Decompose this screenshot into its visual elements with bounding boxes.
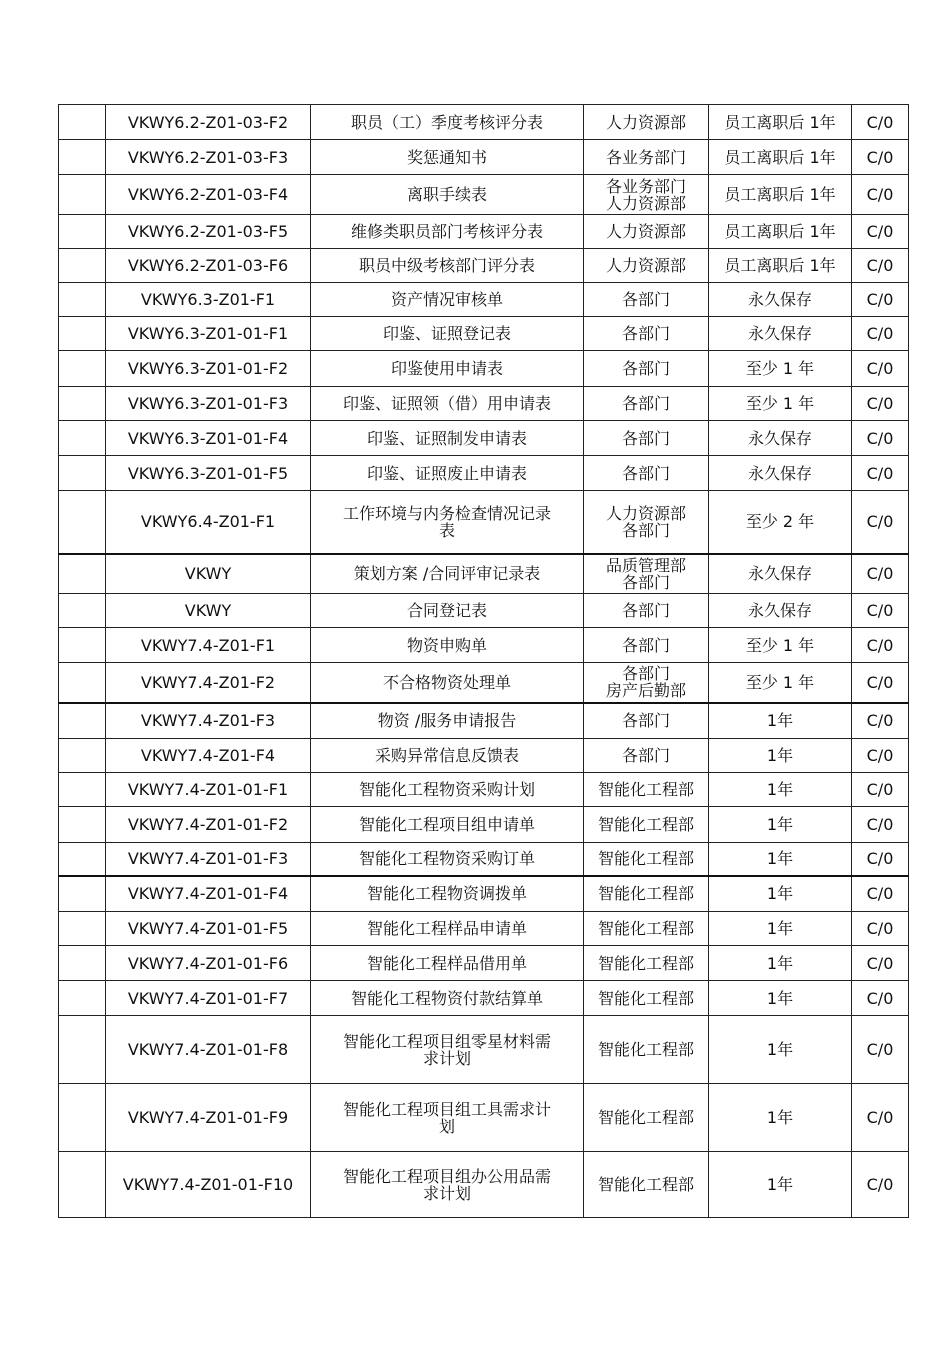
storage-mode-cell: C/0: [852, 351, 909, 387]
blank-cell: [59, 1152, 106, 1218]
storage-mode-cell: C/0: [852, 739, 909, 773]
department-cell: 各业务部门 人力资源部: [584, 175, 709, 215]
table-row: [59, 456, 909, 491]
department-cell: 各业务部门: [584, 140, 709, 175]
storage-mode-cell: C/0: [852, 249, 909, 283]
table-row: [59, 663, 909, 703]
blank-cell: [59, 215, 106, 249]
blank-cell: [59, 1016, 106, 1084]
storage-mode-cell: C/0: [852, 456, 909, 491]
department-cell: 人力资源部 各部门: [584, 491, 709, 554]
department-cell: 品质管理部 各部门: [584, 554, 709, 594]
form-name-cell: 印鉴、证照制发申请表: [311, 421, 584, 456]
form-name-cell: 智能化工程物资付款结算单: [311, 981, 584, 1016]
department-cell: 智能化工程部: [584, 981, 709, 1016]
form-name-cell: 策划方案 /合同评审记录表: [311, 554, 584, 594]
table-row: [59, 843, 909, 876]
department-cell: 智能化工程部: [584, 912, 709, 946]
blank-cell: [59, 946, 106, 981]
blank-cell: [59, 456, 106, 491]
blank-cell: [59, 1084, 106, 1152]
form-code-cell: VKWY6.3-Z01-01-F4: [106, 421, 311, 456]
form-code-cell: VKWY6.2-Z01-03-F4: [106, 175, 311, 215]
form-code-cell: VKWY6.2-Z01-03-F5: [106, 215, 311, 249]
department-cell: 智能化工程部: [584, 1016, 709, 1084]
retention-period-cell: 员工离职后 1年: [709, 215, 852, 249]
form-name-cell: 印鉴使用申请表: [311, 351, 584, 387]
retention-period-cell: 永久保存: [709, 456, 852, 491]
blank-cell: [59, 105, 106, 140]
blank-cell: [59, 773, 106, 807]
form-name-cell: 智能化工程样品借用单: [311, 946, 584, 981]
retention-period-cell: 至少 1 年: [709, 628, 852, 663]
department-cell: 智能化工程部: [584, 946, 709, 981]
table-row: [59, 946, 909, 981]
table-row: [59, 554, 909, 594]
form-code-cell: VKWY7.4-Z01-F1: [106, 628, 311, 663]
form-name-cell: 合同登记表: [311, 594, 584, 628]
storage-mode-cell: C/0: [852, 663, 909, 703]
records-table-body: [59, 105, 909, 1218]
form-code-cell: VKWY7.4-Z01-01-F4: [106, 876, 311, 912]
form-code-cell: VKWY7.4-Z01-F3: [106, 703, 311, 739]
retention-period-cell: 1年: [709, 807, 852, 843]
form-code-cell: VKWY: [106, 594, 311, 628]
form-name-cell: 智能化工程物资采购计划: [311, 773, 584, 807]
table-row: [59, 807, 909, 843]
form-code-cell: VKWY7.4-Z01-01-F5: [106, 912, 311, 946]
form-code-cell: VKWY6.3-Z01-01-F1: [106, 317, 311, 351]
department-cell: 人力资源部: [584, 215, 709, 249]
table-row: [59, 739, 909, 773]
form-code-cell: VKWY7.4-Z01-01-F7: [106, 981, 311, 1016]
form-name-cell: 资产情况审核单: [311, 283, 584, 317]
storage-mode-cell: C/0: [852, 140, 909, 175]
retention-period-cell: 1年: [709, 1016, 852, 1084]
retention-period-cell: 永久保存: [709, 421, 852, 456]
blank-cell: [59, 663, 106, 703]
department-cell: 智能化工程部: [584, 843, 709, 876]
form-name-cell: 物资申购单: [311, 628, 584, 663]
blank-cell: [59, 175, 106, 215]
blank-cell: [59, 912, 106, 946]
department-cell: 各部门: [584, 739, 709, 773]
form-name-cell: 印鉴、证照废止申请表: [311, 456, 584, 491]
blank-cell: [59, 807, 106, 843]
blank-cell: [59, 491, 106, 554]
department-cell: 各部门: [584, 456, 709, 491]
retention-period-cell: 1年: [709, 912, 852, 946]
form-code-cell: VKWY7.4-Z01-01-F2: [106, 807, 311, 843]
blank-cell: [59, 421, 106, 456]
storage-mode-cell: C/0: [852, 283, 909, 317]
storage-mode-cell: C/0: [852, 594, 909, 628]
form-name-cell: 智能化工程样品申请单: [311, 912, 584, 946]
department-cell: 各部门: [584, 283, 709, 317]
storage-mode-cell: C/0: [852, 554, 909, 594]
department-cell: 各部门: [584, 594, 709, 628]
department-cell: 智能化工程部: [584, 1152, 709, 1218]
retention-period-cell: 1年: [709, 1084, 852, 1152]
storage-mode-cell: C/0: [852, 773, 909, 807]
blank-cell: [59, 843, 106, 876]
retention-period-cell: 至少 1 年: [709, 663, 852, 703]
table-row: [59, 1084, 909, 1152]
department-cell: 智能化工程部: [584, 773, 709, 807]
storage-mode-cell: C/0: [852, 421, 909, 456]
blank-cell: [59, 387, 106, 421]
table-row: [59, 491, 909, 554]
retention-period-cell: 至少 1 年: [709, 351, 852, 387]
table-row: [59, 912, 909, 946]
table-row: [59, 249, 909, 283]
department-cell: 各部门: [584, 628, 709, 663]
table-row: [59, 703, 909, 739]
blank-cell: [59, 140, 106, 175]
records-table: [58, 104, 909, 1218]
form-name-cell: 采购异常信息反馈表: [311, 739, 584, 773]
department-cell: 智能化工程部: [584, 1084, 709, 1152]
blank-cell: [59, 876, 106, 912]
department-cell: 智能化工程部: [584, 807, 709, 843]
retention-period-cell: 员工离职后 1年: [709, 175, 852, 215]
retention-period-cell: 永久保存: [709, 317, 852, 351]
retention-period-cell: 员工离职后 1年: [709, 140, 852, 175]
blank-cell: [59, 317, 106, 351]
retention-period-cell: 1年: [709, 876, 852, 912]
storage-mode-cell: C/0: [852, 387, 909, 421]
form-code-cell: VKWY7.4-Z01-F4: [106, 739, 311, 773]
department-cell: 各部门: [584, 703, 709, 739]
storage-mode-cell: C/0: [852, 628, 909, 663]
storage-mode-cell: C/0: [852, 981, 909, 1016]
table-row: [59, 351, 909, 387]
table-row: [59, 594, 909, 628]
blank-cell: [59, 703, 106, 739]
form-name-cell: 工作环境与内务检查情况记录 表: [311, 491, 584, 554]
form-name-cell: 智能化工程项目组工具需求计 划: [311, 1084, 584, 1152]
table-row: [59, 876, 909, 912]
department-cell: 各部门: [584, 387, 709, 421]
blank-cell: [59, 283, 106, 317]
storage-mode-cell: C/0: [852, 175, 909, 215]
form-code-cell: VKWY7.4-Z01-F2: [106, 663, 311, 703]
form-code-cell: VKWY6.3-Z01-F1: [106, 283, 311, 317]
form-code-cell: VKWY7.4-Z01-01-F10: [106, 1152, 311, 1218]
table-row: [59, 628, 909, 663]
storage-mode-cell: C/0: [852, 1016, 909, 1084]
retention-period-cell: 1年: [709, 773, 852, 807]
form-name-cell: 奖惩通知书: [311, 140, 584, 175]
blank-cell: [59, 554, 106, 594]
blank-cell: [59, 628, 106, 663]
storage-mode-cell: C/0: [852, 912, 909, 946]
blank-cell: [59, 351, 106, 387]
blank-cell: [59, 249, 106, 283]
form-name-cell: 智能化工程项目组申请单: [311, 807, 584, 843]
retention-period-cell: 1年: [709, 946, 852, 981]
form-name-cell: 职员（工）季度考核评分表: [311, 105, 584, 140]
form-code-cell: VKWY6.3-Z01-01-F3: [106, 387, 311, 421]
form-code-cell: VKWY6.2-Z01-03-F6: [106, 249, 311, 283]
table-row: [59, 981, 909, 1016]
retention-period-cell: 永久保存: [709, 283, 852, 317]
table-row: [59, 283, 909, 317]
table-row: [59, 105, 909, 140]
form-name-cell: 智能化工程物资采购订单: [311, 843, 584, 876]
form-name-cell: 离职手续表: [311, 175, 584, 215]
table-row: [59, 140, 909, 175]
table-row: [59, 1016, 909, 1084]
retention-period-cell: 员工离职后 1年: [709, 105, 852, 140]
table-row: [59, 215, 909, 249]
form-code-cell: VKWY6.3-Z01-01-F2: [106, 351, 311, 387]
form-code-cell: VKWY7.4-Z01-01-F1: [106, 773, 311, 807]
retention-period-cell: 1年: [709, 703, 852, 739]
retention-period-cell: 至少 2 年: [709, 491, 852, 554]
form-name-cell: 不合格物资处理单: [311, 663, 584, 703]
form-code-cell: VKWY7.4-Z01-01-F6: [106, 946, 311, 981]
blank-cell: [59, 739, 106, 773]
form-name-cell: 印鉴、证照登记表: [311, 317, 584, 351]
form-code-cell: VKWY7.4-Z01-01-F9: [106, 1084, 311, 1152]
storage-mode-cell: C/0: [852, 1152, 909, 1218]
form-code-cell: VKWY: [106, 554, 311, 594]
form-name-cell: 智能化工程物资调拨单: [311, 876, 584, 912]
retention-period-cell: 永久保存: [709, 594, 852, 628]
form-name-cell: 物资 /服务申请报告: [311, 703, 584, 739]
storage-mode-cell: C/0: [852, 215, 909, 249]
retention-period-cell: 至少 1 年: [709, 387, 852, 421]
storage-mode-cell: C/0: [852, 807, 909, 843]
table-row: [59, 387, 909, 421]
form-name-cell: 维修类职员部门考核评分表: [311, 215, 584, 249]
department-cell: 各部门 房产后勤部: [584, 663, 709, 703]
department-cell: 人力资源部: [584, 105, 709, 140]
form-name-cell: 智能化工程项目组零星材料需 求计划: [311, 1016, 584, 1084]
storage-mode-cell: C/0: [852, 946, 909, 981]
retention-period-cell: 1年: [709, 843, 852, 876]
retention-period-cell: 1年: [709, 1152, 852, 1218]
table-row: [59, 317, 909, 351]
table-row: [59, 773, 909, 807]
department-cell: 各部门: [584, 421, 709, 456]
blank-cell: [59, 981, 106, 1016]
form-code-cell: VKWY6.2-Z01-03-F2: [106, 105, 311, 140]
form-code-cell: VKWY6.4-Z01-F1: [106, 491, 311, 554]
form-name-cell: 智能化工程项目组办公用品需 求计划: [311, 1152, 584, 1218]
storage-mode-cell: C/0: [852, 317, 909, 351]
retention-period-cell: 永久保存: [709, 554, 852, 594]
retention-period-cell: 1年: [709, 981, 852, 1016]
storage-mode-cell: C/0: [852, 876, 909, 912]
form-name-cell: 印鉴、证照领（借）用申请表: [311, 387, 584, 421]
storage-mode-cell: C/0: [852, 843, 909, 876]
storage-mode-cell: C/0: [852, 105, 909, 140]
form-code-cell: VKWY6.2-Z01-03-F3: [106, 140, 311, 175]
department-cell: 各部门: [584, 317, 709, 351]
department-cell: 智能化工程部: [584, 876, 709, 912]
storage-mode-cell: C/0: [852, 1084, 909, 1152]
retention-period-cell: 员工离职后 1年: [709, 249, 852, 283]
blank-cell: [59, 594, 106, 628]
storage-mode-cell: C/0: [852, 491, 909, 554]
form-name-cell: 职员中级考核部门评分表: [311, 249, 584, 283]
table-row: [59, 175, 909, 215]
retention-period-cell: 1年: [709, 739, 852, 773]
form-code-cell: VKWY6.3-Z01-01-F5: [106, 456, 311, 491]
table-row: [59, 1152, 909, 1218]
storage-mode-cell: C/0: [852, 703, 909, 739]
form-code-cell: VKWY7.4-Z01-01-F8: [106, 1016, 311, 1084]
form-code-cell: VKWY7.4-Z01-01-F3: [106, 843, 311, 876]
department-cell: 各部门: [584, 351, 709, 387]
table-row: [59, 421, 909, 456]
department-cell: 人力资源部: [584, 249, 709, 283]
